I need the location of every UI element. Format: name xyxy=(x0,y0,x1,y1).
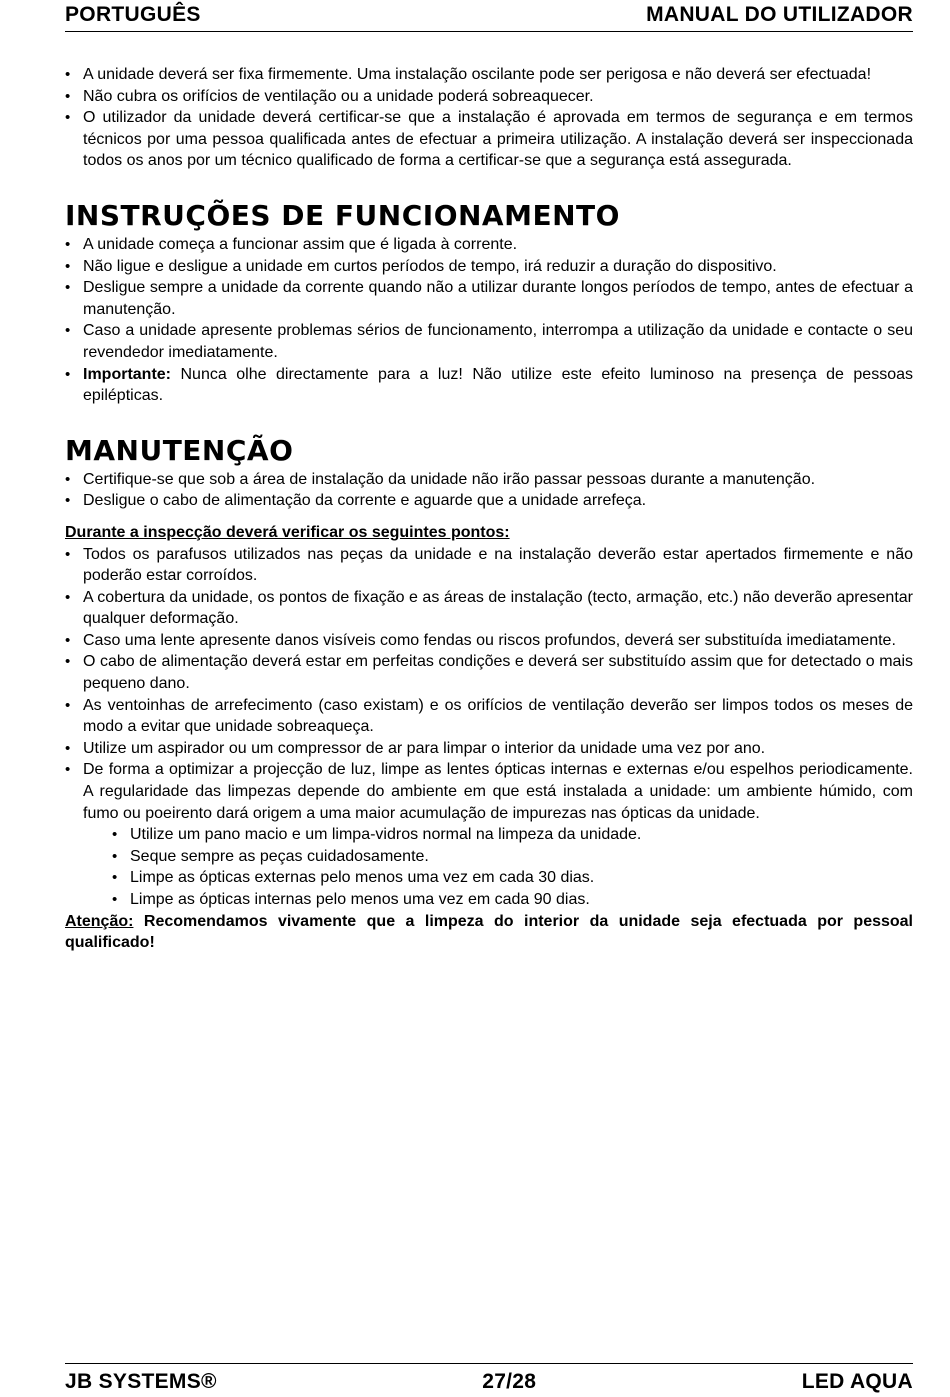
attention-text: Recomendamos vivamente que a limpeza do interior da unidade seja efectuada por pessoal qualificado! xyxy=(65,912,913,952)
important-text: Nunca olhe directamente para a luz! Não utilize este efeito luminoso na presença de pessoas epilépticas. xyxy=(83,365,913,405)
list-item: • Seque sempre as peças cuidadosamente. xyxy=(112,846,913,868)
attention-label: Atenção: xyxy=(65,912,134,930)
attention-note xyxy=(65,911,913,954)
list-item: • De forma a optimizar a projecção de luz, limpe as lentes ópticas internas e externas e/ou espelhos periodicamente. A regularidade das limpezas depende do ambiente em que está instalada a unidade: um ambiente húmido, com fumo ou poeirento dará origem a uma maior acumulação de impurezas nas ópticas da unidade. xyxy=(65,759,913,824)
page-header xyxy=(65,2,913,32)
footer-page-number: 27/28 xyxy=(482,1369,537,1393)
list-item: • A cobertura da unidade, os pontos de fixação e as áreas de instalação (tecto, armação, etc.) não deverão apresentar qualquer deformação. xyxy=(65,587,913,630)
header-language: PORTUGUÊS xyxy=(65,3,201,26)
list-item: • O cabo de alimentação deverá estar em perfeitas condições e deverá ser substituído assim que for detectado o mais pequeno dano. xyxy=(65,651,913,694)
important-note xyxy=(65,364,913,407)
page-footer xyxy=(65,1363,913,1395)
operating-instructions-heading: INSTRUÇÕES DE FUNCIONAMENTO xyxy=(65,198,620,232)
list-item: • Desligue sempre a unidade da corrente quando não a utilizar durante longos períodos de tempo, antes de efectuar a manutenção. xyxy=(65,277,913,320)
page-content xyxy=(65,64,913,954)
maintenance-heading: MANUTENÇÃO xyxy=(65,433,294,467)
list-item: • A unidade deverá ser fixa firmemente. Uma instalação oscilante pode ser perigosa e não deverá ser efectuada! xyxy=(65,64,913,86)
inspection-heading: Durante a inspecção deverá verificar os seguintes pontos: xyxy=(65,523,510,541)
list-item: • Limpe as ópticas internas pelo menos uma vez em cada 90 dias. xyxy=(112,889,913,911)
list-item: • Utilize um pano macio e um limpa-vidros normal na limpeza da unidade. xyxy=(112,824,913,846)
list-item: • Não ligue e desligue a unidade em curtos períodos de tempo, irá reduzir a duração do dispositivo. xyxy=(65,256,913,278)
list-item: • Certifique-se que sob a área de instalação da unidade não irão passar pessoas durante a manutenção. xyxy=(65,469,913,491)
list-item: • O utilizador da unidade deverá certificar-se que a instalação é aprovada em termos de segurança e em termos técnicos por uma pessoa qualificada antes de efectuar a primeira utilização. A instalação deverá ser inspeccionada todos os anos por um técnico qualificado de forma a certificar-se que a segurança está assegurada. xyxy=(65,107,913,172)
inspection-bullet-list xyxy=(65,544,913,825)
footer-product-name: LED AQUA xyxy=(801,1369,913,1393)
list-item: • Caso a unidade apresente problemas sérios de funcionamento, interrompa a utilização da unidade e contacte o seu revendedor imediatamente. xyxy=(65,320,913,363)
footer-brand: JB SYSTEMS® xyxy=(65,1369,217,1393)
list-item: • A unidade começa a funcionar assim que é ligada à corrente. xyxy=(65,234,913,256)
maintenance-bullet-list xyxy=(65,469,913,512)
list-item: • Todos os parafusos utilizados nas peças da unidade e na instalação deverão estar apertados firmemente e não poderão estar corroídos. xyxy=(65,544,913,587)
important-label: Importante: xyxy=(83,365,171,383)
operating-bullet-list xyxy=(65,234,913,407)
list-item: • As ventoinhas de arrefecimento (caso existam) e os orifícios de ventilação deverão ser limpos todos os meses de modo a evitar que unidade sobreaqueça. xyxy=(65,695,913,738)
intro-bullet-list xyxy=(65,64,913,172)
list-item: • Não cubra os orifícios de ventilação ou a unidade poderá sobreaquecer. xyxy=(65,86,913,108)
cleaning-sub-bullet-list xyxy=(112,824,913,910)
list-item: • Limpe as ópticas externas pelo menos uma vez em cada 30 dias. xyxy=(112,867,913,889)
list-item: • Desligue o cabo de alimentação da corrente e aguarde que a unidade arrefeça. xyxy=(65,490,913,512)
list-item: • Utilize um aspirador ou um compressor de ar para limpar o interior da unidade uma vez por ano. xyxy=(65,738,913,760)
list-item: • Caso uma lente apresente danos visíveis como fendas ou riscos profundos, deverá ser substituída imediatamente. xyxy=(65,630,913,652)
header-manual-title: MANUAL DO UTILIZADOR xyxy=(646,3,913,26)
